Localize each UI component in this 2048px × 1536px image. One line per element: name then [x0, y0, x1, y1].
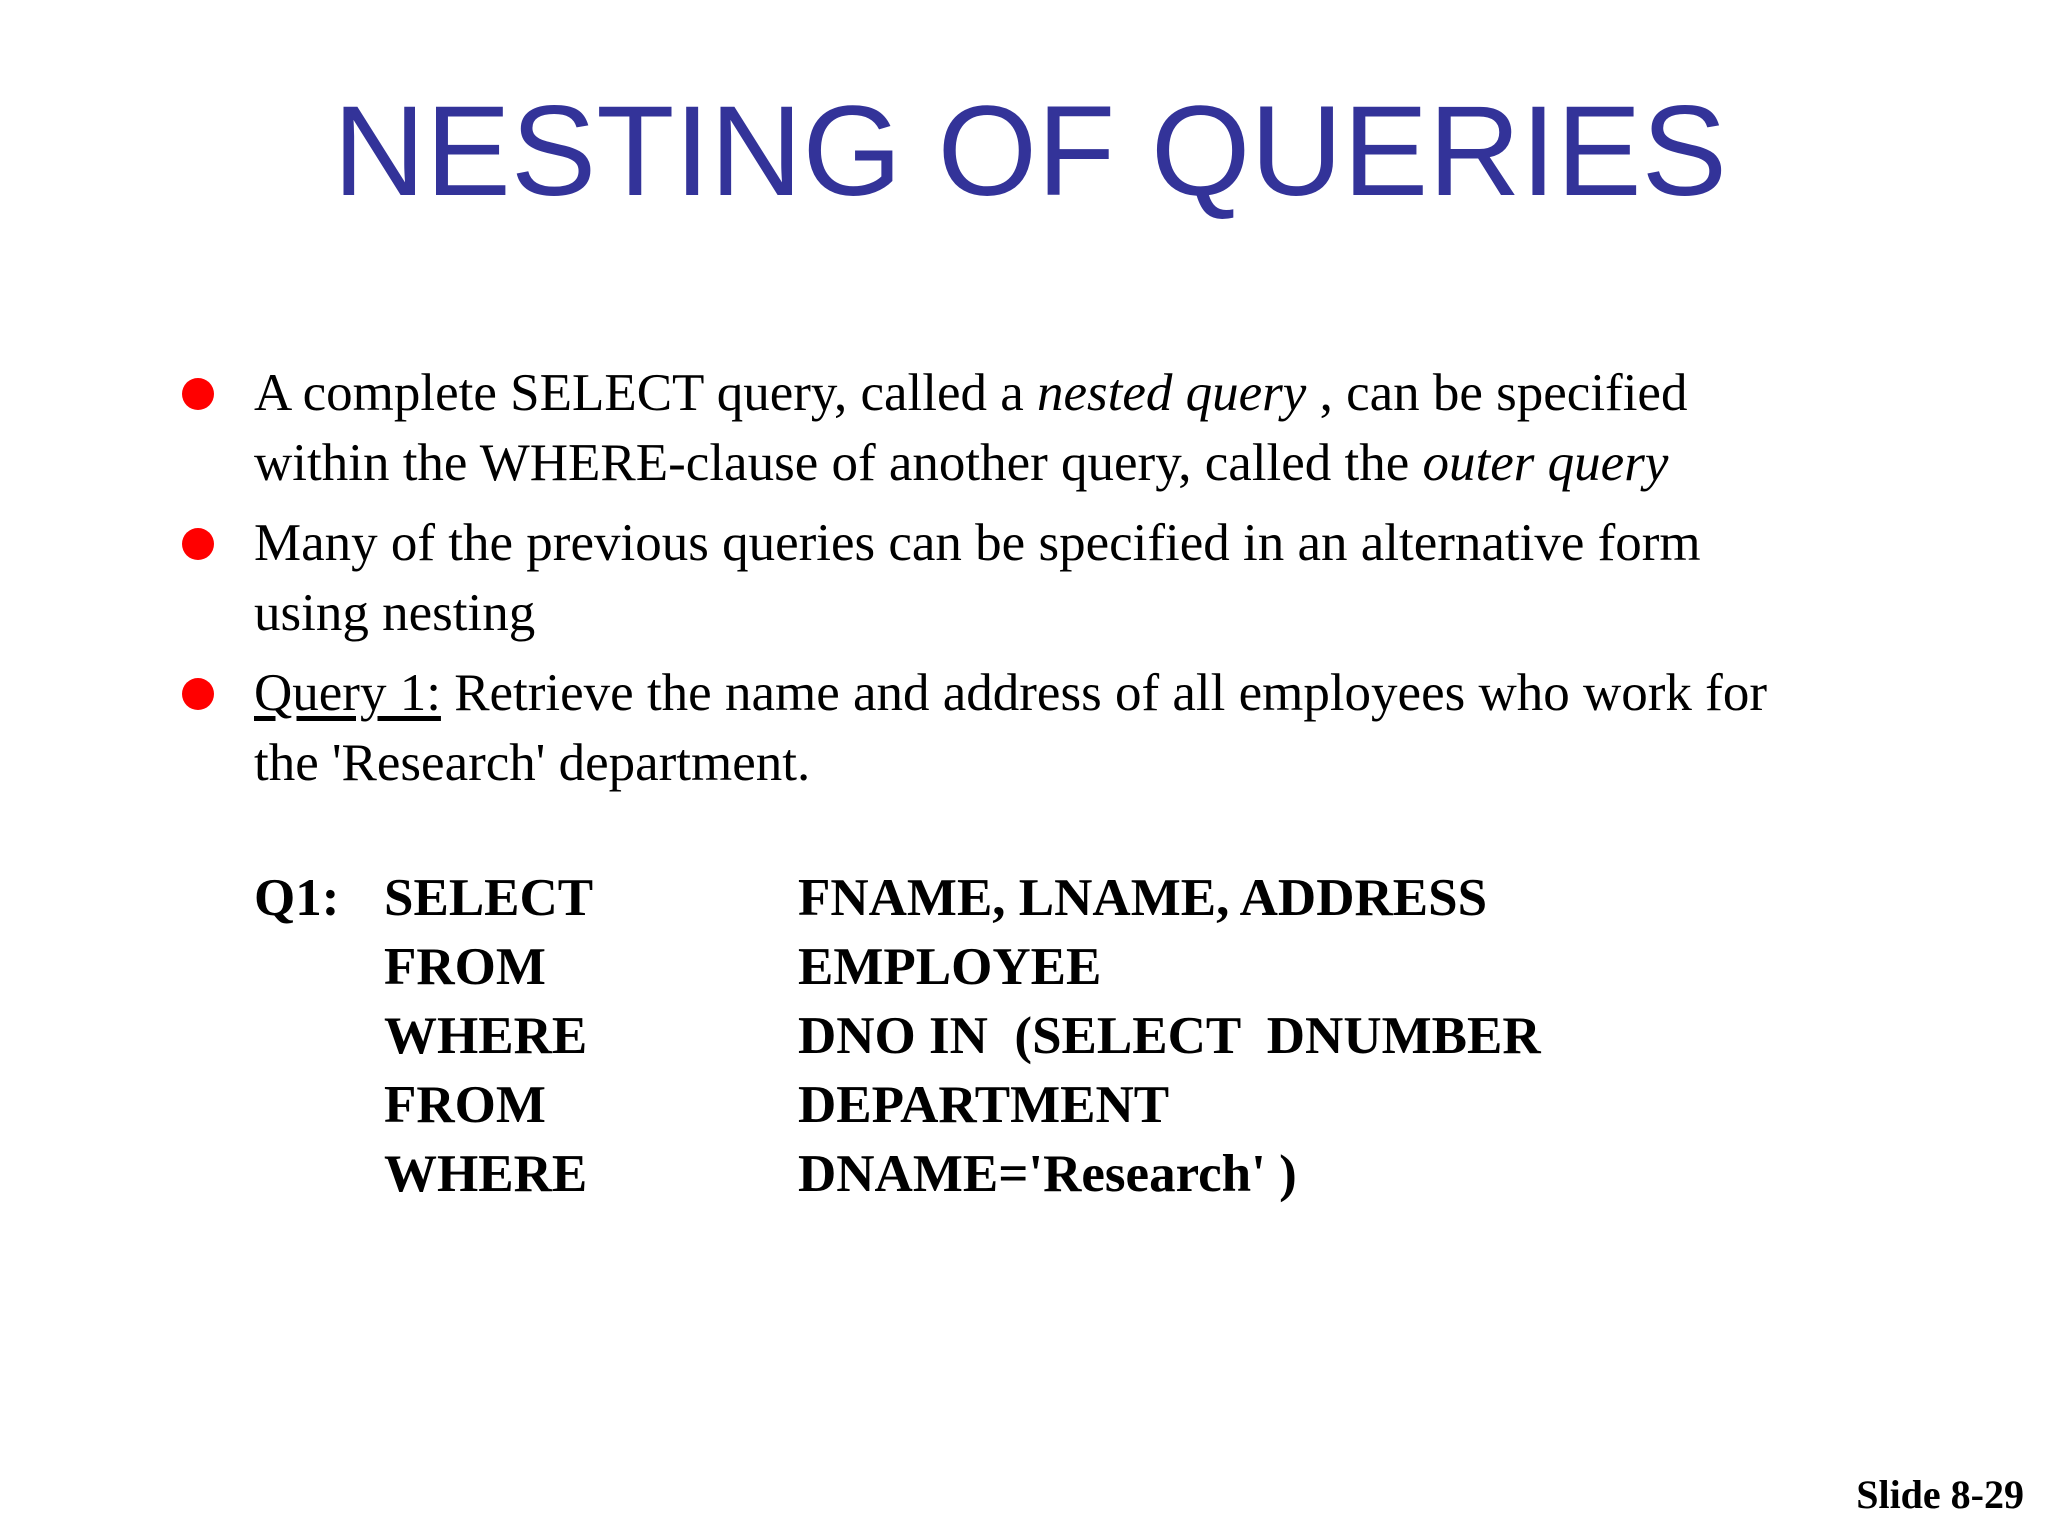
slide-title: NESTING OF QUERIES — [333, 80, 1727, 223]
sql-row — [0, 1139, 2048, 1209]
sql-query-label: Q1: — [254, 869, 340, 927]
bullet-line: the 'Research' department. — [254, 734, 811, 792]
bullet-line: Many of the previous queries can be specified in an alternative form — [254, 514, 1701, 572]
bullet-emphasis: nested query — [1037, 364, 1307, 422]
sql-keyword: WHERE — [384, 1007, 588, 1065]
bullet-line — [254, 358, 1687, 428]
sql-keyword: WHERE — [384, 1145, 588, 1203]
sql-value: EMPLOYEE — [798, 938, 1102, 996]
bullet-line: using nesting — [254, 584, 536, 642]
bullet-text: Retrieve the name and address of all employees who work for — [440, 664, 1767, 722]
bullet-dot-icon — [182, 528, 214, 560]
bullet-line — [254, 658, 1767, 728]
sql-value: DEPARTMENT — [798, 1076, 1170, 1134]
slide-number: Slide 8-29 — [1856, 1472, 2024, 1517]
bullet-dot-icon — [182, 678, 214, 710]
sql-row — [0, 863, 2048, 933]
sql-value: DNO IN (SELECT DNUMBER — [798, 1007, 1541, 1065]
sql-row — [0, 1070, 2048, 1140]
sql-value: DNAME='Research' ) — [798, 1145, 1297, 1203]
sql-keyword: SELECT — [384, 869, 594, 927]
sql-row — [0, 1001, 2048, 1071]
bullet-text: , can be specified — [1306, 364, 1688, 422]
bullet-line — [254, 428, 1668, 498]
query-label: Query 1: — [254, 664, 441, 722]
bullet-dot-icon — [182, 378, 214, 410]
bullet-text: A complete SELECT query, called a — [254, 364, 1037, 422]
bullet-emphasis: outer query — [1422, 434, 1669, 492]
sql-keyword: FROM — [384, 938, 546, 996]
sql-keyword: FROM — [384, 1076, 546, 1134]
sql-value: FNAME, LNAME, ADDRESS — [798, 869, 1488, 927]
bullet-text: within the WHERE-clause of another query, called the — [254, 434, 1423, 492]
sql-row — [0, 932, 2048, 1002]
